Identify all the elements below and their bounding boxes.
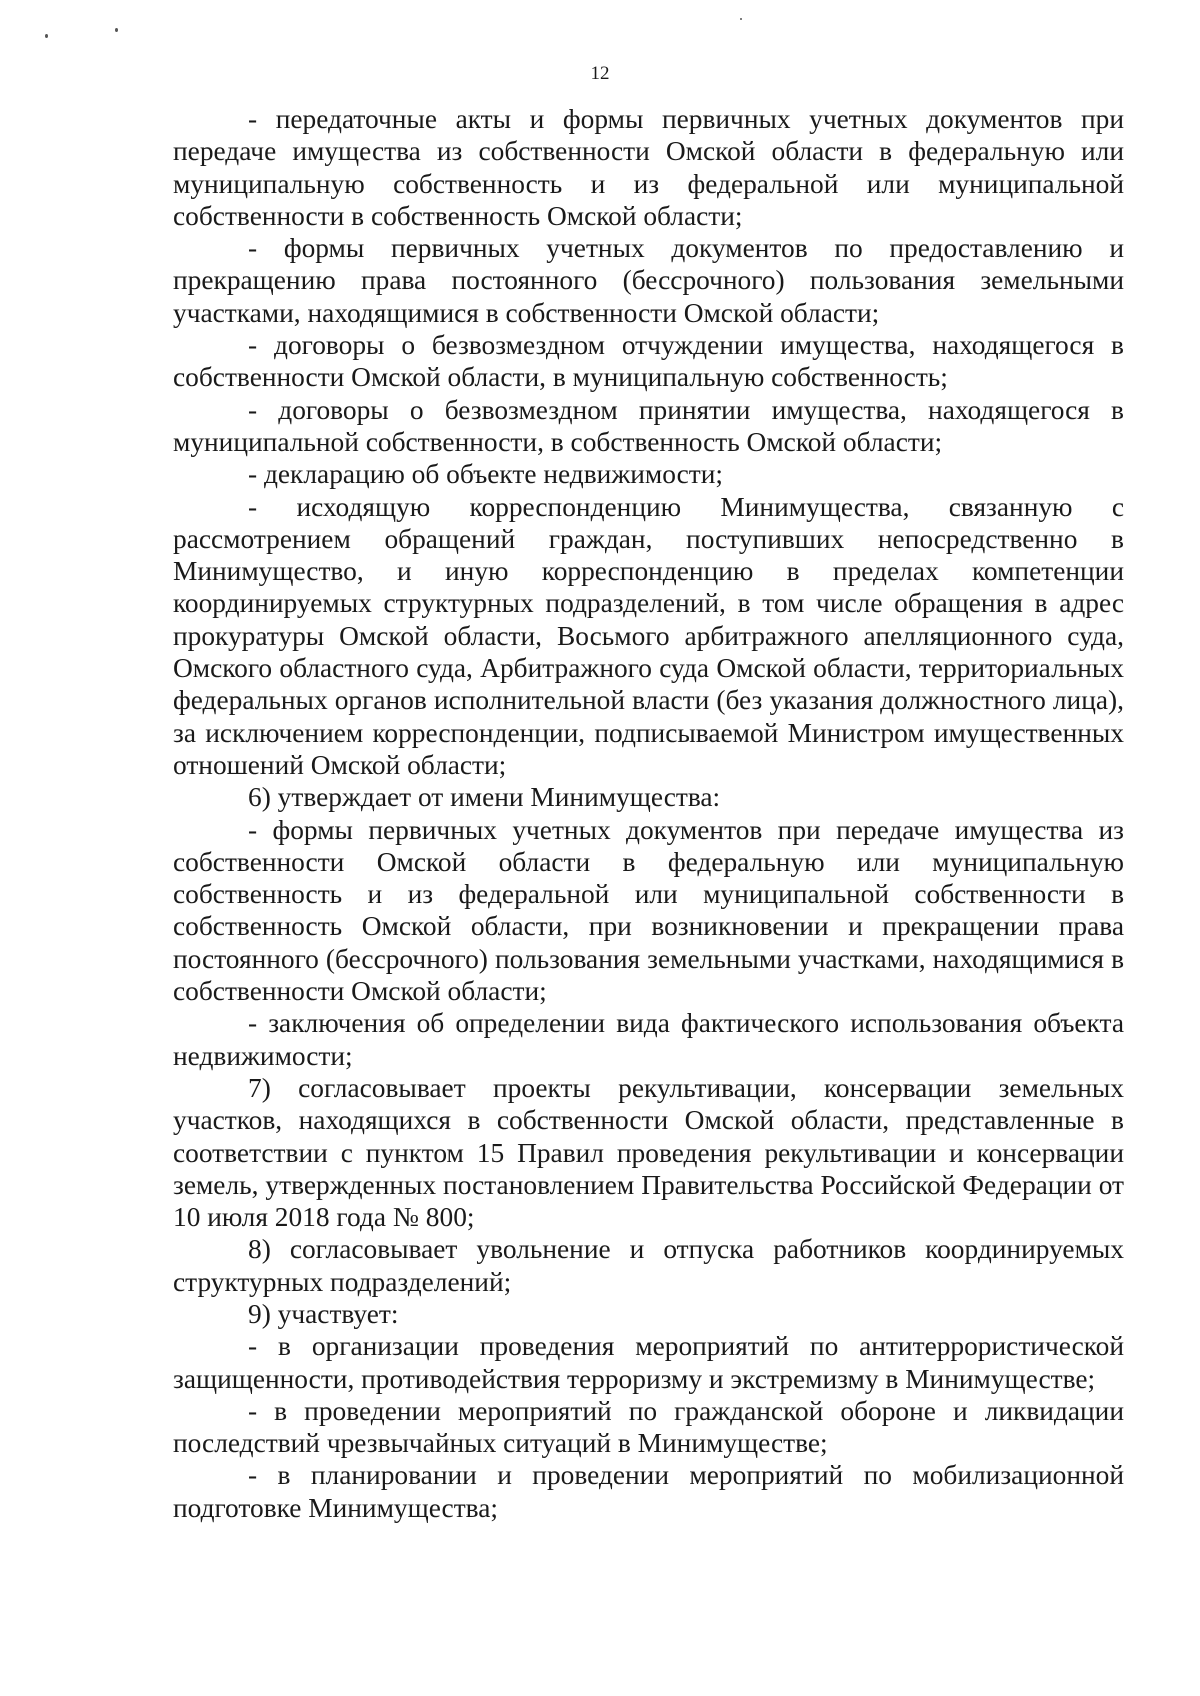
document-body xyxy=(173,103,1124,1524)
paragraph: - в проведении мероприятий по гражданской обороне и ликвидации последствий чрезвычайных ситуаций в Минимуществе; xyxy=(173,1395,1124,1459)
paragraph: - договоры о безвозмездном принятии имущества, находящегося в муниципальной собственности, в собственность Омской области; xyxy=(173,394,1124,457)
paragraph: - исходящую корреспонденцию Минимущества, связанную с рассмотрением обращений граждан, поступивших непосредственно в Минимущество, и иную корреспонденцию в пределах компетенции координируемых структурных подразделений, в том числе обращения в адрес прокуратуры Омской области, Восьмого арбитражного апелляционного суда, Омского областного суда, Арбитражного суда Омской области, территориальных федеральных органов исполнительной власти (без указания должностного лица), за исключением корреспонденции, подписываемой Министром имущественных отношений Омской области; xyxy=(173,491,1124,780)
paragraph: - формы первичных учетных документов при передаче имущества из собственности Омской области в федеральную или муниципальную собственность и из федеральной или муниципальной собственности в собственность Омской области, при возникновении и прекращении права постоянного (бессрочного) пользования земельными участками, находящимися в собственности Омской области; xyxy=(173,814,1124,1007)
page-number: 12 xyxy=(590,63,610,84)
scan-speck xyxy=(740,18,742,20)
paragraph: - договоры о безвозмездном отчуждении имущества, находящегося в собственности Омской области, в муниципальную собственность; xyxy=(173,330,1124,393)
paragraph: - заключения об определении вида фактического использования объекта недвижимости; xyxy=(173,1008,1124,1071)
paragraph: - в организации проведения мероприятий по антитеррористической защищенности, противодействия терроризму и экстремизму в Минимуществе; xyxy=(173,1331,1124,1394)
paragraph: 8) согласовывает увольнение и отпуска работников координируемых структурных подразделений; xyxy=(173,1234,1124,1297)
paragraph: 6) утверждает от имени Минимущества: xyxy=(248,782,721,813)
paragraph: - передаточные акты и формы первичных учетных документов при передаче имущества из собственности Омской области в федеральную или муниципальную собственность и из федеральной или муниципальной собственности в собственность Омской области; xyxy=(173,104,1124,231)
paragraph: 7) согласовывает проекты рекультивации, консервации земельных участков, находящихся в собственности Омской области, представленные в соответствии с пунктом 15 Правил проведения рекультивации и консервации земель, утвержденных постановлением Правительства Российской Федерации от 10 июля 2018 года № 800; xyxy=(173,1072,1124,1233)
scan-speck xyxy=(115,28,118,32)
scan-speck xyxy=(45,34,48,38)
paragraph: 9) участвует: xyxy=(248,1298,399,1329)
paragraph: - декларацию об объекте недвижимости; xyxy=(248,459,724,490)
paragraph: - формы первичных учетных документов по предоставлению и прекращению права постоянного (бессрочного) пользования земельными участками, находящимися в собственности Омской области; xyxy=(173,233,1124,328)
paragraph: - в планировании и проведении мероприятий по мобилизационной подготовке Минимущества; xyxy=(173,1460,1124,1523)
